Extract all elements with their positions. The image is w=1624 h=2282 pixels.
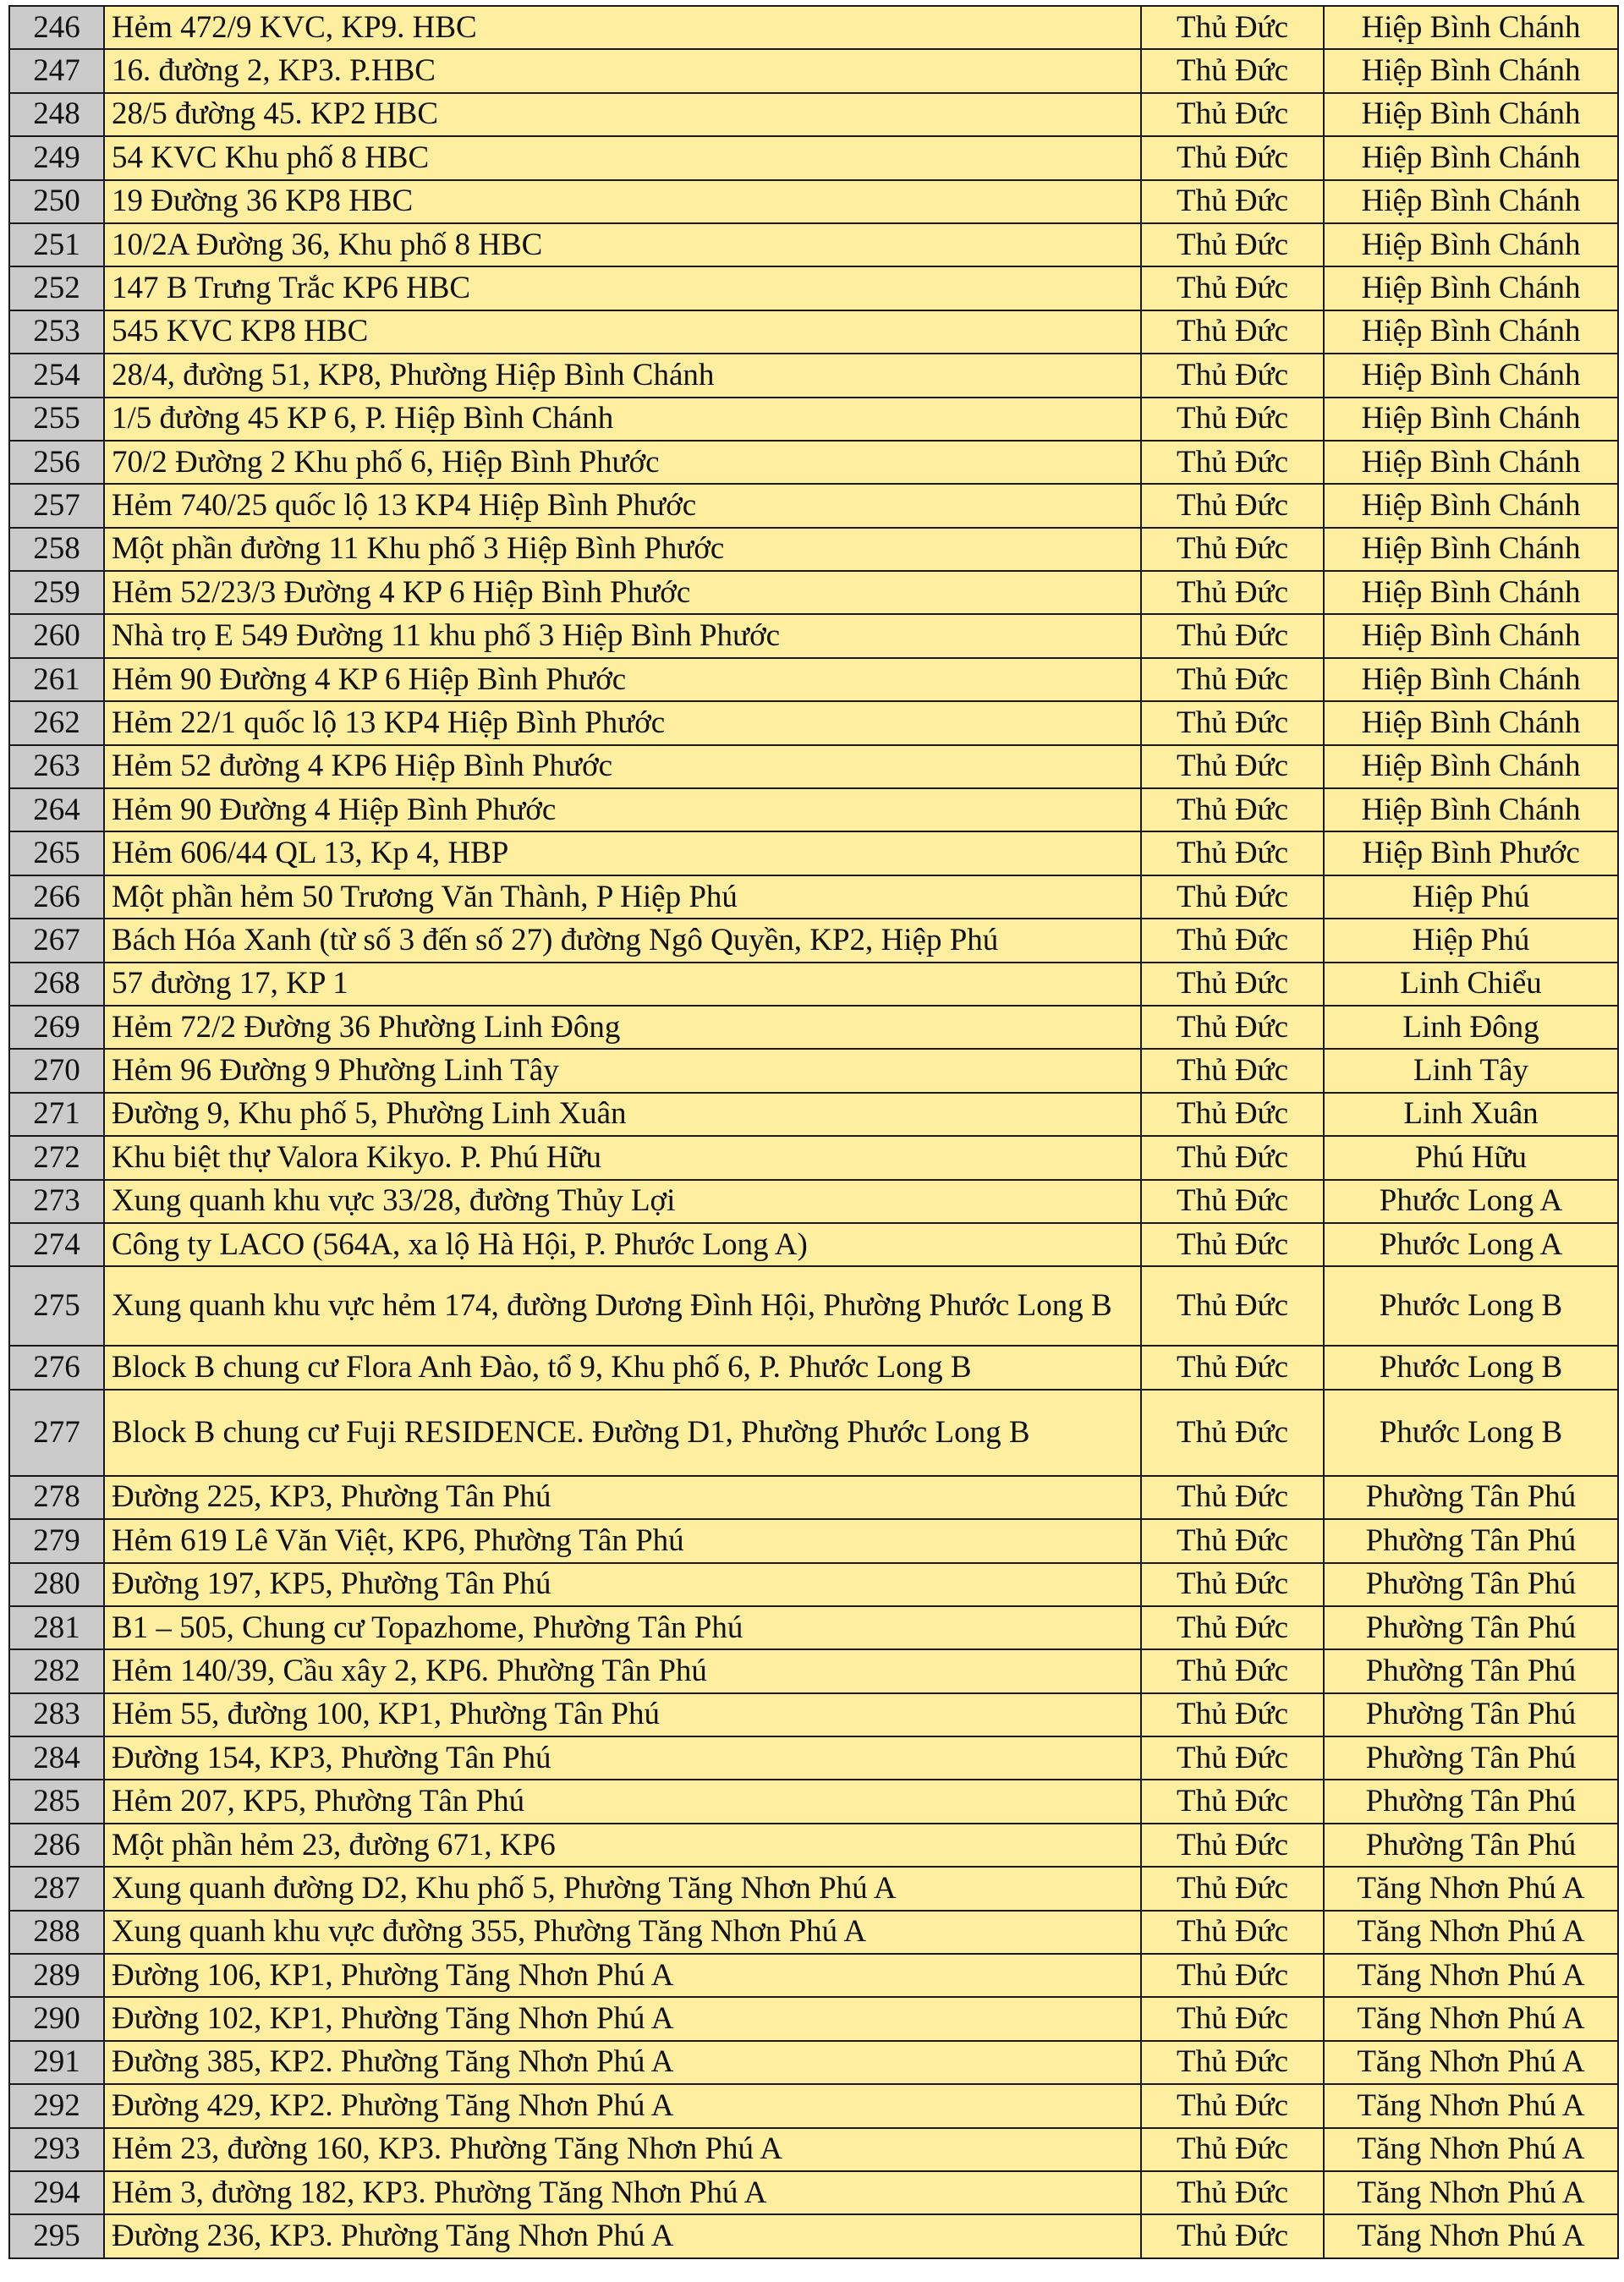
row-number: 282	[9, 1649, 104, 1692]
table-row	[9, 93, 1618, 136]
table-row	[9, 1867, 1618, 1910]
address-cell: Hẻm 140/39, Cầu xây 2, KP6. Phường Tân Phú	[104, 1649, 1141, 1692]
district-cell: Thủ Đức	[1141, 2171, 1324, 2214]
ward-cell: Hiệp Bình Chánh	[1324, 441, 1618, 484]
table-row	[9, 441, 1618, 484]
row-number: 249	[9, 136, 104, 179]
ward-cell: Phường Tân Phú	[1324, 1563, 1618, 1606]
row-number: 285	[9, 1780, 104, 1823]
address-cell: 28/4, đường 51, KP8, Phường Hiệp Bình Chánh	[104, 354, 1141, 397]
row-number: 261	[9, 658, 104, 701]
address-cell: Đường 154, KP3, Phường Tân Phú	[104, 1736, 1141, 1780]
address-cell: 19 Đường 36 KP8 HBC	[104, 180, 1141, 223]
ward-cell: Phước Long B	[1324, 1346, 1618, 1389]
ward-cell: Linh Chiểu	[1324, 963, 1618, 1006]
row-number: 264	[9, 788, 104, 831]
ward-cell: Hiệp Bình Phước	[1324, 831, 1618, 875]
district-cell: Thủ Đức	[1141, 398, 1324, 441]
ward-cell: Phường Tân Phú	[1324, 1519, 1618, 1562]
ward-cell: Hiệp Bình Chánh	[1324, 223, 1618, 266]
district-cell: Thủ Đức	[1141, 1093, 1324, 1136]
table-row	[9, 1136, 1618, 1179]
row-number: 246	[9, 6, 104, 49]
table-row	[9, 1997, 1618, 2040]
address-cell: Hẻm 740/25 quốc lộ 13 KP4 Hiệp Bình Phước	[104, 484, 1141, 527]
address-cell: Hẻm 472/9 KVC, KP9. HBC	[104, 6, 1141, 49]
table-row	[9, 788, 1618, 831]
table-row	[9, 528, 1618, 571]
row-number: 247	[9, 49, 104, 92]
ward-cell: Hiệp Bình Chánh	[1324, 354, 1618, 397]
district-cell: Thủ Đức	[1141, 875, 1324, 919]
ward-cell: Hiệp Bình Chánh	[1324, 528, 1618, 571]
table-row	[9, 571, 1618, 614]
row-number: 262	[9, 701, 104, 744]
district-cell: Thủ Đức	[1141, 223, 1324, 266]
row-number: 280	[9, 1563, 104, 1606]
address-cell: 16. đường 2, KP3. P.HBC	[104, 49, 1141, 92]
ward-cell: Tăng Nhơn Phú A	[1324, 2128, 1618, 2171]
district-cell: Thủ Đức	[1141, 571, 1324, 614]
address-cell: Hẻm 619 Lê Văn Việt, KP6, Phường Tân Phú	[104, 1519, 1141, 1562]
row-number: 284	[9, 1736, 104, 1780]
row-number: 253	[9, 310, 104, 354]
row-number: 281	[9, 1606, 104, 1649]
address-cell: Hẻm 52 đường 4 KP6 Hiệp Bình Phước	[104, 745, 1141, 788]
address-cell: Hẻm 90 Đường 4 Hiệp Bình Phước	[104, 788, 1141, 831]
row-number: 269	[9, 1006, 104, 1049]
row-number: 268	[9, 963, 104, 1006]
address-cell: Một phần hẻm 50 Trương Văn Thành, P Hiệp Phú	[104, 875, 1141, 919]
row-number: 286	[9, 1824, 104, 1867]
row-number: 259	[9, 571, 104, 614]
ward-cell: Hiệp Bình Chánh	[1324, 571, 1618, 614]
district-cell: Thủ Đức	[1141, 441, 1324, 484]
table-row	[9, 1563, 1618, 1606]
ward-cell: Hiệp Bình Chánh	[1324, 310, 1618, 354]
ward-cell: Linh Đông	[1324, 1006, 1618, 1049]
address-cell: Đường 102, KP1, Phường Tăng Nhơn Phú A	[104, 1997, 1141, 2040]
table-row	[9, 310, 1618, 354]
table-row	[9, 2214, 1618, 2257]
table-row	[9, 223, 1618, 266]
address-cell: Bách Hóa Xanh (từ số 3 đến số 27) đường Ngô Quyền, KP2, Hiệp Phú	[104, 919, 1141, 962]
address-cell: Hẻm 207, KP5, Phường Tân Phú	[104, 1780, 1141, 1823]
address-table-body	[9, 6, 1618, 2258]
ward-cell: Phú Hữu	[1324, 1136, 1618, 1179]
ward-cell: Tăng Nhơn Phú A	[1324, 2084, 1618, 2127]
address-cell: Đường 385, KP2. Phường Tăng Nhơn Phú A	[104, 2041, 1141, 2084]
address-cell: Đường 106, KP1, Phường Tăng Nhơn Phú A	[104, 1954, 1141, 1997]
row-number: 251	[9, 223, 104, 266]
table-row	[9, 6, 1618, 49]
address-cell: Công ty LACO (564A, xa lộ Hà Hội, P. Phước Long A)	[104, 1223, 1141, 1266]
address-cell: Hẻm 55, đường 100, KP1, Phường Tân Phú	[104, 1693, 1141, 1736]
district-cell: Thủ Đức	[1141, 49, 1324, 92]
table-row	[9, 701, 1618, 744]
ward-cell: Tăng Nhơn Phú A	[1324, 1867, 1618, 1910]
ward-cell: Hiệp Bình Chánh	[1324, 266, 1618, 310]
ward-cell: Hiệp Bình Chánh	[1324, 614, 1618, 657]
table-row	[9, 1606, 1618, 1649]
row-number: 270	[9, 1049, 104, 1092]
district-cell: Thủ Đức	[1141, 1649, 1324, 1692]
address-list-sheet	[8, 5, 1617, 2259]
address-cell: Xung quanh khu vực 33/28, đường Thủy Lợi	[104, 1180, 1141, 1223]
table-row	[9, 1824, 1618, 1867]
address-table	[8, 5, 1619, 2259]
table-row	[9, 2171, 1618, 2214]
address-cell: 1/5 đường 45 KP 6, P. Hiệp Bình Chánh	[104, 398, 1141, 441]
ward-cell: Tăng Nhơn Phú A	[1324, 2171, 1618, 2214]
address-cell: Xung quanh khu vực hẻm 174, đường Dương Đình Hội, Phường Phước Long B	[104, 1266, 1141, 1346]
district-cell: Thủ Đức	[1141, 2214, 1324, 2257]
district-cell: Thủ Đức	[1141, 528, 1324, 571]
address-cell: Một phần đường 11 Khu phố 3 Hiệp Bình Phước	[104, 528, 1141, 571]
row-number: 294	[9, 2171, 104, 2214]
ward-cell: Phước Long B	[1324, 1266, 1618, 1346]
ward-cell: Phường Tân Phú	[1324, 1476, 1618, 1519]
ward-cell: Phường Tân Phú	[1324, 1693, 1618, 1736]
ward-cell: Phường Tân Phú	[1324, 1736, 1618, 1780]
ward-cell: Phước Long B	[1324, 1390, 1618, 1476]
district-cell: Thủ Đức	[1141, 1390, 1324, 1476]
row-number: 290	[9, 1997, 104, 2040]
table-row	[9, 831, 1618, 875]
row-number: 257	[9, 484, 104, 527]
row-number: 291	[9, 2041, 104, 2084]
table-row	[9, 1223, 1618, 1266]
address-cell: Đường 197, KP5, Phường Tân Phú	[104, 1563, 1141, 1606]
table-row	[9, 614, 1618, 657]
table-row	[9, 398, 1618, 441]
ward-cell: Phường Tân Phú	[1324, 1824, 1618, 1867]
row-number: 276	[9, 1346, 104, 1389]
district-cell: Thủ Đức	[1141, 1736, 1324, 1780]
district-cell: Thủ Đức	[1141, 1346, 1324, 1389]
address-cell: Hẻm 96 Đường 9 Phường Linh Tây	[104, 1049, 1141, 1092]
address-cell: Hẻm 90 Đường 4 KP 6 Hiệp Bình Phước	[104, 658, 1141, 701]
table-row	[9, 1266, 1618, 1346]
district-cell: Thủ Đức	[1141, 788, 1324, 831]
row-number: 271	[9, 1093, 104, 1136]
row-number: 287	[9, 1867, 104, 1910]
table-row	[9, 1049, 1618, 1092]
table-row	[9, 1649, 1618, 1692]
row-number: 289	[9, 1954, 104, 1997]
address-cell: Xung quanh khu vực đường 355, Phường Tăng Nhơn Phú A	[104, 1911, 1141, 1954]
district-cell: Thủ Đức	[1141, 701, 1324, 744]
ward-cell: Hiệp Bình Chánh	[1324, 136, 1618, 179]
row-number: 260	[9, 614, 104, 657]
district-cell: Thủ Đức	[1141, 1136, 1324, 1179]
address-cell: Hẻm 52/23/3 Đường 4 KP 6 Hiệp Bình Phước	[104, 571, 1141, 614]
row-number: 267	[9, 919, 104, 962]
table-row	[9, 49, 1618, 92]
table-row	[9, 1093, 1618, 1136]
table-row	[9, 2128, 1618, 2171]
district-cell: Thủ Đức	[1141, 919, 1324, 962]
ward-cell: Hiệp Phú	[1324, 919, 1618, 962]
ward-cell: Phước Long A	[1324, 1180, 1618, 1223]
district-cell: Thủ Đức	[1141, 180, 1324, 223]
district-cell: Thủ Đức	[1141, 745, 1324, 788]
table-row	[9, 1780, 1618, 1823]
table-row	[9, 484, 1618, 527]
address-cell: Block B chung cư Fuji RESIDENCE. Đường D1, Phường Phước Long B	[104, 1390, 1141, 1476]
address-cell: 10/2A Đường 36, Khu phố 8 HBC	[104, 223, 1141, 266]
district-cell: Thủ Đức	[1141, 1266, 1324, 1346]
address-cell: Nhà trọ E 549 Đường 11 khu phố 3 Hiệp Bình Phước	[104, 614, 1141, 657]
address-cell: Hẻm 3, đường 182, KP3. Phường Tăng Nhơn Phú A	[104, 2171, 1141, 2214]
ward-cell: Hiệp Bình Chánh	[1324, 398, 1618, 441]
row-number: 288	[9, 1911, 104, 1954]
district-cell: Thủ Đức	[1141, 1824, 1324, 1867]
ward-cell: Hiệp Bình Chánh	[1324, 49, 1618, 92]
table-row	[9, 354, 1618, 397]
ward-cell: Tăng Nhơn Phú A	[1324, 1911, 1618, 1954]
table-row	[9, 1911, 1618, 1954]
address-cell: Hẻm 72/2 Đường 36 Phường Linh Đông	[104, 1006, 1141, 1049]
address-cell: Một phần hẻm 23, đường 671, KP6	[104, 1824, 1141, 1867]
address-cell: 70/2 Đường 2 Khu phố 6, Hiệp Bình Phước	[104, 441, 1141, 484]
table-row	[9, 745, 1618, 788]
ward-cell: Hiệp Bình Chánh	[1324, 93, 1618, 136]
table-row	[9, 266, 1618, 310]
district-cell: Thủ Đức	[1141, 1006, 1324, 1049]
row-number: 279	[9, 1519, 104, 1562]
table-row	[9, 1954, 1618, 1997]
district-cell: Thủ Đức	[1141, 1223, 1324, 1266]
address-cell: Block B chung cư Flora Anh Đào, tổ 9, Khu phố 6, P. Phước Long B	[104, 1346, 1141, 1389]
district-cell: Thủ Đức	[1141, 266, 1324, 310]
district-cell: Thủ Đức	[1141, 1954, 1324, 1997]
address-cell: Hẻm 606/44 QL 13, Kp 4, HBP	[104, 831, 1141, 875]
table-row	[9, 658, 1618, 701]
row-number: 263	[9, 745, 104, 788]
ward-cell: Hiệp Bình Chánh	[1324, 745, 1618, 788]
ward-cell: Linh Tây	[1324, 1049, 1618, 1092]
ward-cell: Tăng Nhơn Phú A	[1324, 2041, 1618, 2084]
district-cell: Thủ Đức	[1141, 310, 1324, 354]
row-number: 295	[9, 2214, 104, 2257]
ward-cell: Hiệp Bình Chánh	[1324, 484, 1618, 527]
address-cell: Đường 9, Khu phố 5, Phường Linh Xuân	[104, 1093, 1141, 1136]
table-row	[9, 2041, 1618, 2084]
district-cell: Thủ Đức	[1141, 1519, 1324, 1562]
ward-cell: Hiệp Bình Chánh	[1324, 6, 1618, 49]
district-cell: Thủ Đức	[1141, 1911, 1324, 1954]
address-cell: 54 KVC Khu phố 8 HBC	[104, 136, 1141, 179]
address-cell: Hẻm 23, đường 160, KP3. Phường Tăng Nhơn Phú A	[104, 2128, 1141, 2171]
table-row	[9, 1346, 1618, 1389]
ward-cell: Hiệp Bình Chánh	[1324, 701, 1618, 744]
district-cell: Thủ Đức	[1141, 1476, 1324, 1519]
address-cell: Đường 225, KP3, Phường Tân Phú	[104, 1476, 1141, 1519]
table-row	[9, 1476, 1618, 1519]
district-cell: Thủ Đức	[1141, 963, 1324, 1006]
table-row	[9, 875, 1618, 919]
ward-cell: Tăng Nhơn Phú A	[1324, 1997, 1618, 2040]
address-cell: Xung quanh đường D2, Khu phố 5, Phường Tăng Nhơn Phú A	[104, 1867, 1141, 1910]
table-row	[9, 2084, 1618, 2127]
table-row	[9, 919, 1618, 962]
ward-cell: Phường Tân Phú	[1324, 1780, 1618, 1823]
district-cell: Thủ Đức	[1141, 93, 1324, 136]
address-cell: Khu biệt thự Valora Kikyo. P. Phú Hữu	[104, 1136, 1141, 1179]
row-number: 293	[9, 2128, 104, 2171]
district-cell: Thủ Đức	[1141, 2128, 1324, 2171]
district-cell: Thủ Đức	[1141, 1693, 1324, 1736]
table-row	[9, 1390, 1618, 1476]
ward-cell: Linh Xuân	[1324, 1093, 1618, 1136]
table-row	[9, 1736, 1618, 1780]
row-number: 272	[9, 1136, 104, 1179]
district-cell: Thủ Đức	[1141, 1049, 1324, 1092]
district-cell: Thủ Đức	[1141, 1563, 1324, 1606]
row-number: 283	[9, 1693, 104, 1736]
address-cell: Hẻm 22/1 quốc lộ 13 KP4 Hiệp Bình Phước	[104, 701, 1141, 744]
address-cell: B1 – 505, Chung cư Topazhome, Phường Tân Phú	[104, 1606, 1141, 1649]
row-number: 273	[9, 1180, 104, 1223]
district-cell: Thủ Đức	[1141, 614, 1324, 657]
row-number: 275	[9, 1266, 104, 1346]
ward-cell: Phước Long A	[1324, 1223, 1618, 1266]
ward-cell: Tăng Nhơn Phú A	[1324, 2214, 1618, 2257]
address-cell: 28/5 đường 45. KP2 HBC	[104, 93, 1141, 136]
district-cell: Thủ Đức	[1141, 1867, 1324, 1910]
district-cell: Thủ Đức	[1141, 484, 1324, 527]
table-row	[9, 963, 1618, 1006]
address-cell: Đường 429, KP2. Phường Tăng Nhơn Phú A	[104, 2084, 1141, 2127]
table-row	[9, 1006, 1618, 1049]
table-row	[9, 180, 1618, 223]
row-number: 255	[9, 398, 104, 441]
address-cell: 147 B Trưng Trắc KP6 HBC	[104, 266, 1141, 310]
row-number: 265	[9, 831, 104, 875]
district-cell: Thủ Đức	[1141, 6, 1324, 49]
ward-cell: Hiệp Phú	[1324, 875, 1618, 919]
table-row	[9, 1180, 1618, 1223]
district-cell: Thủ Đức	[1141, 658, 1324, 701]
address-cell: Đường 236, KP3. Phường Tăng Nhơn Phú A	[104, 2214, 1141, 2257]
row-number: 256	[9, 441, 104, 484]
district-cell: Thủ Đức	[1141, 831, 1324, 875]
district-cell: Thủ Đức	[1141, 2084, 1324, 2127]
row-number: 292	[9, 2084, 104, 2127]
ward-cell: Tăng Nhơn Phú A	[1324, 1954, 1618, 1997]
row-number: 252	[9, 266, 104, 310]
row-number: 266	[9, 875, 104, 919]
ward-cell: Hiệp Bình Chánh	[1324, 658, 1618, 701]
district-cell: Thủ Đức	[1141, 1606, 1324, 1649]
ward-cell: Hiệp Bình Chánh	[1324, 788, 1618, 831]
row-number: 258	[9, 528, 104, 571]
district-cell: Thủ Đức	[1141, 2041, 1324, 2084]
ward-cell: Phường Tân Phú	[1324, 1649, 1618, 1692]
row-number: 254	[9, 354, 104, 397]
table-row	[9, 136, 1618, 179]
row-number: 248	[9, 93, 104, 136]
ward-cell: Hiệp Bình Chánh	[1324, 180, 1618, 223]
district-cell: Thủ Đức	[1141, 354, 1324, 397]
row-number: 277	[9, 1390, 104, 1476]
address-cell: 57 đường 17, KP 1	[104, 963, 1141, 1006]
row-number: 274	[9, 1223, 104, 1266]
district-cell: Thủ Đức	[1141, 1180, 1324, 1223]
row-number: 278	[9, 1476, 104, 1519]
address-cell: 545 KVC KP8 HBC	[104, 310, 1141, 354]
table-row	[9, 1693, 1618, 1736]
district-cell: Thủ Đức	[1141, 1780, 1324, 1823]
row-number: 250	[9, 180, 104, 223]
table-row	[9, 1519, 1618, 1562]
ward-cell: Phường Tân Phú	[1324, 1606, 1618, 1649]
district-cell: Thủ Đức	[1141, 1997, 1324, 2040]
district-cell: Thủ Đức	[1141, 136, 1324, 179]
